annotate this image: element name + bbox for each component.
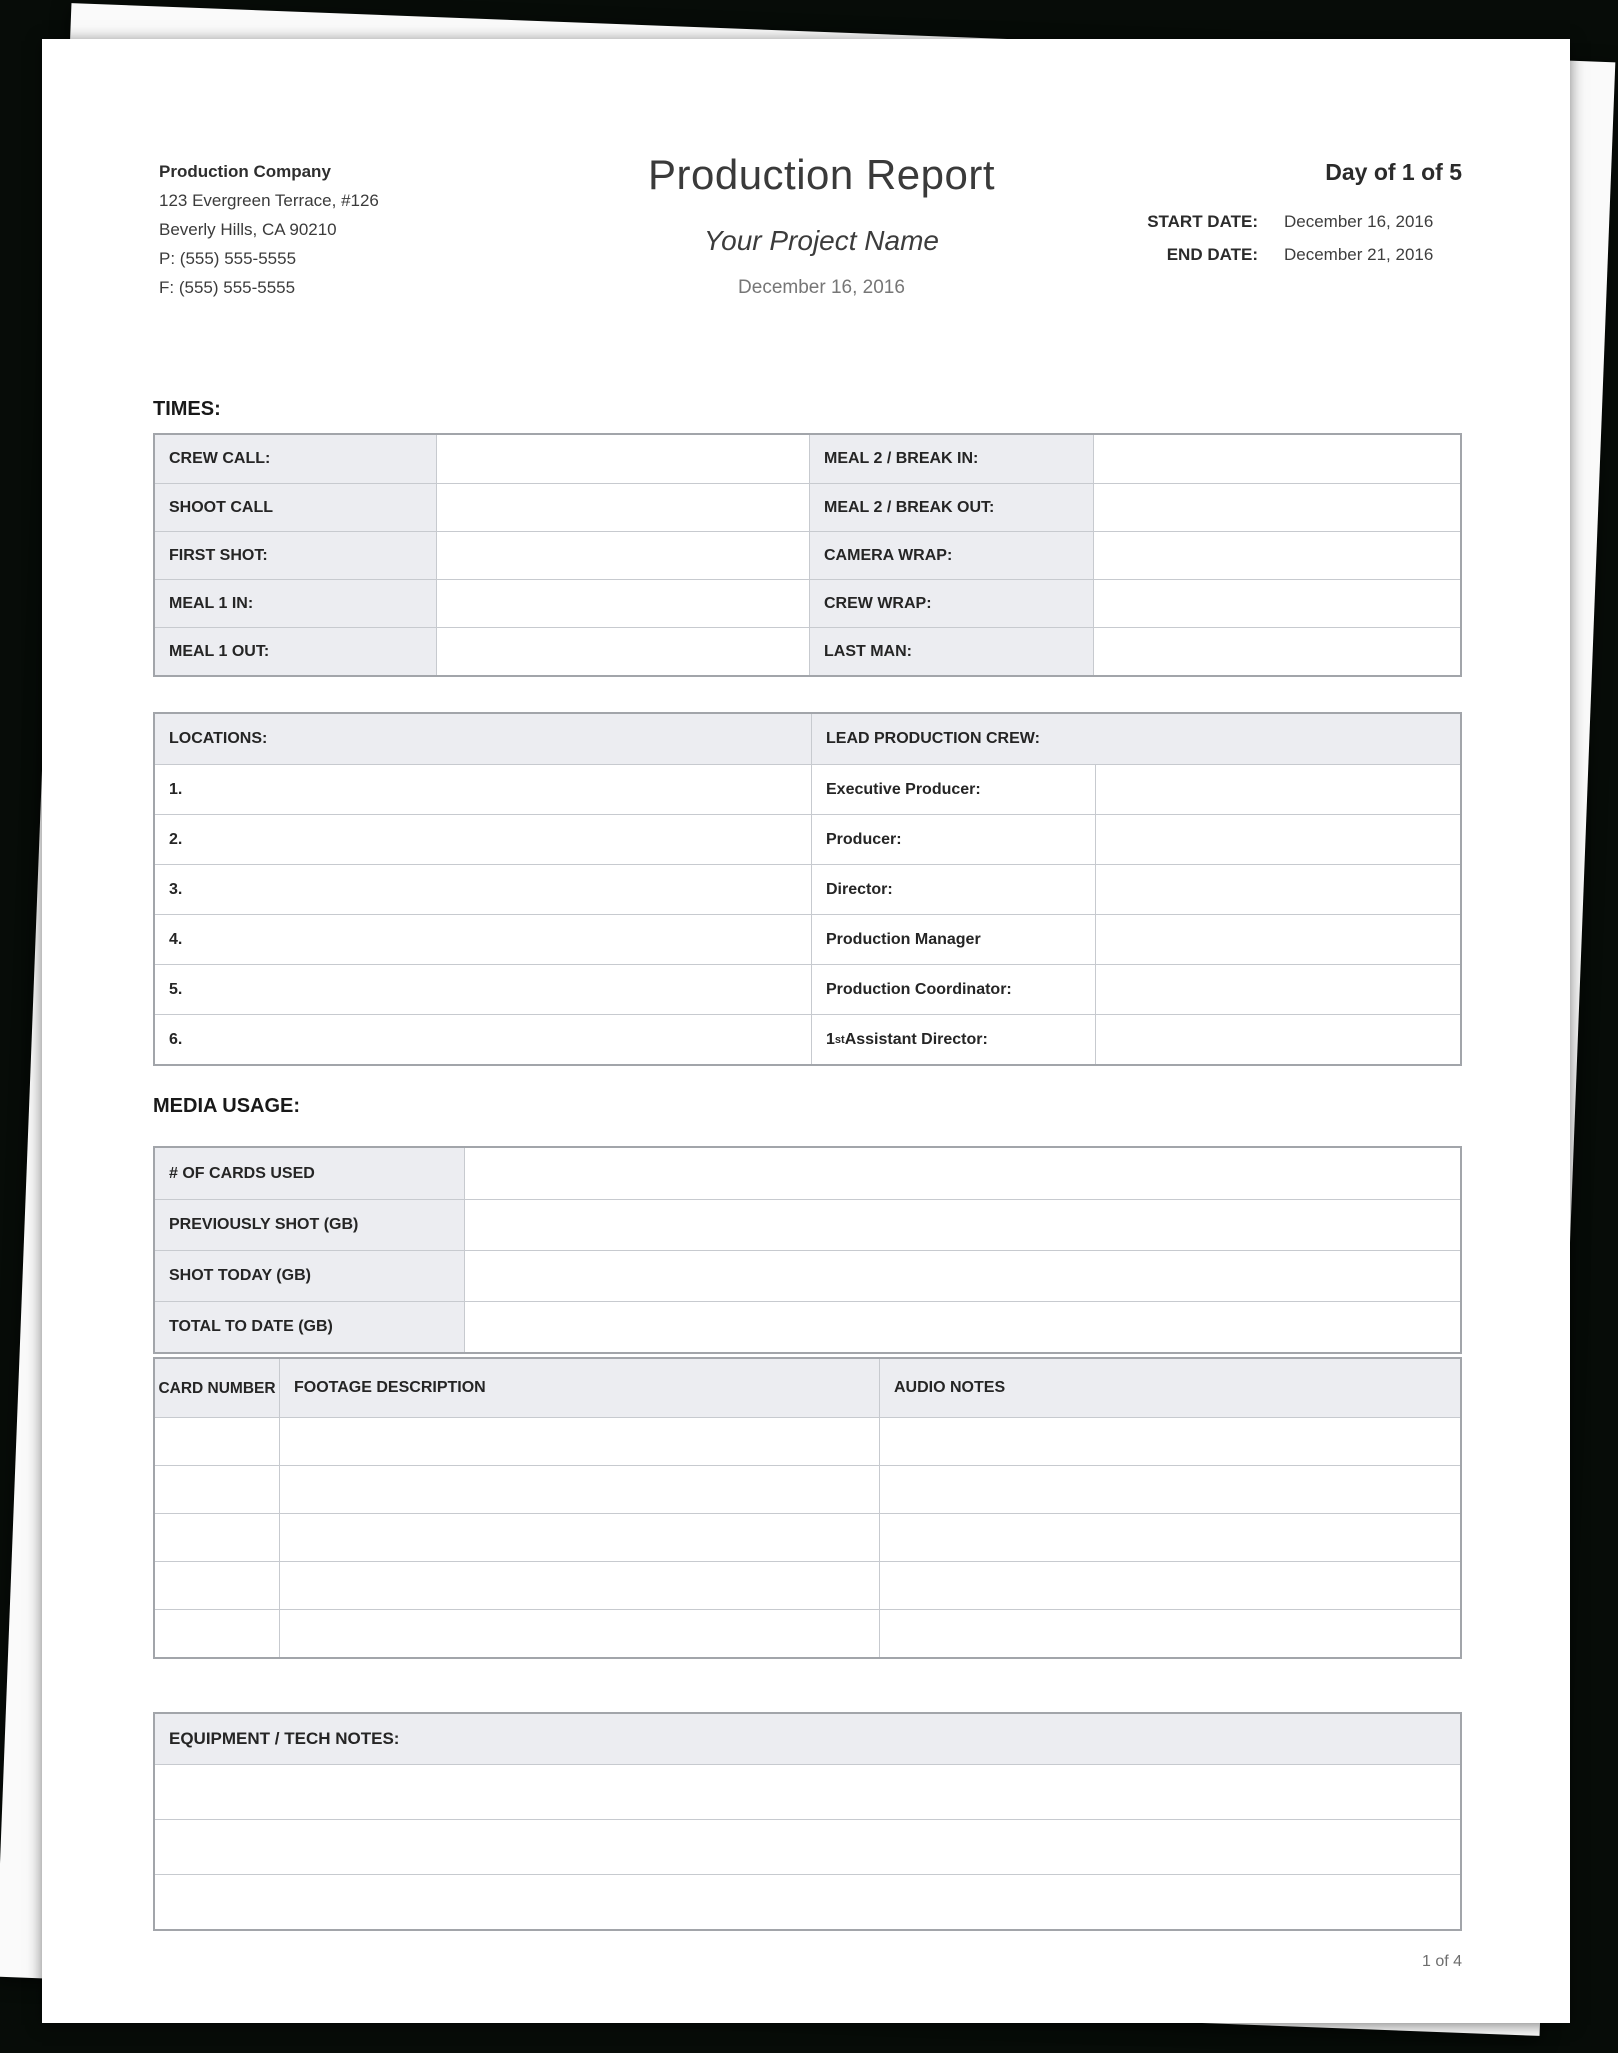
company-address-line1: 123 Evergreen Terrace, #126 <box>159 191 379 210</box>
location-row <box>155 814 1460 864</box>
equipment-empty-row <box>155 1819 1460 1874</box>
shoot-dates-block <box>1147 159 1462 265</box>
start-date-label: START DATE: <box>1147 212 1258 231</box>
crew-value-cell <box>1096 1015 1460 1064</box>
media-label-cell: # OF CARDS USED <box>155 1148 465 1199</box>
time-label-cell: CREW WRAP: <box>810 580 1094 627</box>
card-number-cell <box>155 1514 280 1561</box>
report-date: December 16, 2016 <box>738 277 905 298</box>
equipment-header-row <box>155 1714 1460 1764</box>
footage-description-cell <box>280 1466 880 1513</box>
time-value-cell <box>437 484 810 531</box>
equipment-notes-cell <box>155 1875 1460 1929</box>
first-ad-title: Assistant Director: <box>844 1030 988 1048</box>
footage-description-cell <box>280 1610 880 1657</box>
card-number-cell <box>155 1610 280 1657</box>
media-usage-heading: MEDIA USAGE: <box>153 1095 301 1117</box>
times-section-heading: TIMES: <box>153 398 221 420</box>
location-row <box>155 964 1460 1014</box>
location-row <box>155 914 1460 964</box>
column-header-audio-notes: AUDIO NOTES <box>880 1359 1460 1417</box>
location-number-cell: 2. <box>155 815 812 864</box>
time-value-cell <box>437 628 810 675</box>
card-log-empty-row <box>155 1513 1460 1561</box>
time-value-cell <box>1094 484 1460 531</box>
equipment-empty-row <box>155 1874 1460 1929</box>
card-number-cell <box>155 1562 280 1609</box>
time-label-cell: FIRST SHOT: <box>155 532 437 579</box>
crew-value-cell <box>1096 915 1460 964</box>
start-date-row <box>1147 212 1462 232</box>
locations-heading-cell: LOCATIONS: <box>155 714 812 764</box>
times-table <box>153 433 1462 677</box>
footage-description-cell <box>280 1562 880 1609</box>
project-name: Your Project Name <box>704 225 939 256</box>
company-fax: F: (555) 555-5555 <box>159 278 296 297</box>
crew-role-label-cell: Producer: <box>812 815 1096 864</box>
end-date-row <box>1147 245 1462 265</box>
equipment-notes-table <box>153 1712 1462 1931</box>
time-label-cell: CREW CALL: <box>155 435 437 483</box>
location-number-cell: 5. <box>155 965 812 1014</box>
front-page-sheet <box>42 39 1570 2023</box>
page-content <box>153 39 1462 2023</box>
equipment-notes-cell <box>155 1765 1460 1819</box>
time-value-cell <box>1094 435 1460 483</box>
crew-value-cell <box>1096 865 1460 914</box>
card-log-header-row <box>155 1359 1460 1417</box>
company-address-line2: Beverly Hills, CA 90210 <box>159 220 337 239</box>
first-ad-number: 1 <box>826 1030 835 1048</box>
locations-header-row <box>155 714 1460 764</box>
time-value-cell <box>1094 628 1460 675</box>
page-title: Production Report <box>647 151 996 198</box>
times-row <box>155 483 1460 531</box>
location-row <box>155 1014 1460 1064</box>
crew-role-label-cell: Director: <box>812 865 1096 914</box>
location-number-cell: 6. <box>155 1015 812 1064</box>
time-label-cell: MEAL 2 / BREAK IN: <box>810 435 1094 483</box>
equipment-empty-row <box>155 1764 1460 1819</box>
card-log-empty-row <box>155 1561 1460 1609</box>
time-value-cell <box>437 580 810 627</box>
time-value-cell <box>1094 580 1460 627</box>
time-label-cell: MEAL 1 IN: <box>155 580 437 627</box>
card-log-empty-row <box>155 1417 1460 1465</box>
start-date-value: December 16, 2016 <box>1284 212 1434 231</box>
card-number-cell <box>155 1466 280 1513</box>
media-row <box>155 1199 1460 1250</box>
time-value-cell <box>437 435 810 483</box>
audio-notes-cell <box>880 1418 1460 1465</box>
day-of-label: Day of 1 of 5 <box>1325 159 1462 185</box>
time-label-cell: MEAL 1 OUT: <box>155 628 437 675</box>
times-row <box>155 627 1460 675</box>
audio-notes-cell <box>880 1514 1460 1561</box>
media-label-cell: PREVIOUSLY SHOT (GB) <box>155 1200 465 1250</box>
times-row <box>155 435 1460 483</box>
location-number-cell: 1. <box>155 765 812 814</box>
media-row <box>155 1301 1460 1352</box>
location-number-cell: 4. <box>155 915 812 964</box>
crew-role-label-cell: Production Manager <box>812 915 1096 964</box>
crew-role-label-cell: Executive Producer: <box>812 765 1096 814</box>
crew-value-cell <box>1096 765 1460 814</box>
audio-notes-cell <box>880 1562 1460 1609</box>
crew-role-label-cell: 1 st Assistant Director: <box>812 1015 1096 1064</box>
location-row <box>155 864 1460 914</box>
end-date-value: December 21, 2016 <box>1284 245 1434 264</box>
column-header-card-number: CARD NUMBER <box>155 1359 280 1417</box>
end-date-label: END DATE: <box>1166 245 1258 264</box>
crew-value-cell <box>1096 815 1460 864</box>
card-number-cell <box>155 1418 280 1465</box>
audio-notes-cell <box>880 1466 1460 1513</box>
audio-notes-cell <box>880 1610 1460 1657</box>
time-label-cell: SHOOT CALL <box>155 484 437 531</box>
media-value-cell <box>465 1200 1460 1250</box>
time-value-cell <box>437 532 810 579</box>
equipment-notes-cell <box>155 1820 1460 1874</box>
footage-description-cell <box>280 1514 880 1561</box>
media-row <box>155 1250 1460 1301</box>
media-label-cell: TOTAL TO DATE (GB) <box>155 1302 465 1352</box>
locations-crew-table <box>153 712 1462 1066</box>
company-phone: P: (555) 555-5555 <box>159 249 297 268</box>
media-label-cell: SHOT TODAY (GB) <box>155 1251 465 1301</box>
time-label-cell: LAST MAN: <box>810 628 1094 675</box>
card-log-table <box>153 1357 1462 1659</box>
location-number-cell: 3. <box>155 865 812 914</box>
column-header-footage-description: FOOTAGE DESCRIPTION <box>280 1359 880 1417</box>
footage-description-cell <box>280 1418 880 1465</box>
media-value-cell <box>465 1302 1460 1352</box>
page-number: 1 of 4 <box>1421 1953 1462 1970</box>
time-label-cell: MEAL 2 / BREAK OUT: <box>810 484 1094 531</box>
card-log-empty-row <box>155 1609 1460 1657</box>
media-value-cell <box>465 1148 1460 1199</box>
time-label-cell: CAMERA WRAP: <box>810 532 1094 579</box>
times-row <box>155 579 1460 627</box>
location-row <box>155 764 1460 814</box>
media-row <box>155 1148 1460 1199</box>
crew-role-label-cell: Production Coordinator: <box>812 965 1096 1014</box>
time-value-cell <box>1094 532 1460 579</box>
media-usage-table <box>153 1146 1462 1354</box>
crew-value-cell <box>1096 965 1460 1014</box>
crew-heading-cell: LEAD PRODUCTION CREW: <box>812 714 1460 764</box>
media-value-cell <box>465 1251 1460 1301</box>
times-row <box>155 531 1460 579</box>
card-log-empty-row <box>155 1465 1460 1513</box>
company-name: Production Company <box>159 162 331 181</box>
equipment-heading-cell: EQUIPMENT / TECH NOTES: <box>155 1714 1460 1764</box>
